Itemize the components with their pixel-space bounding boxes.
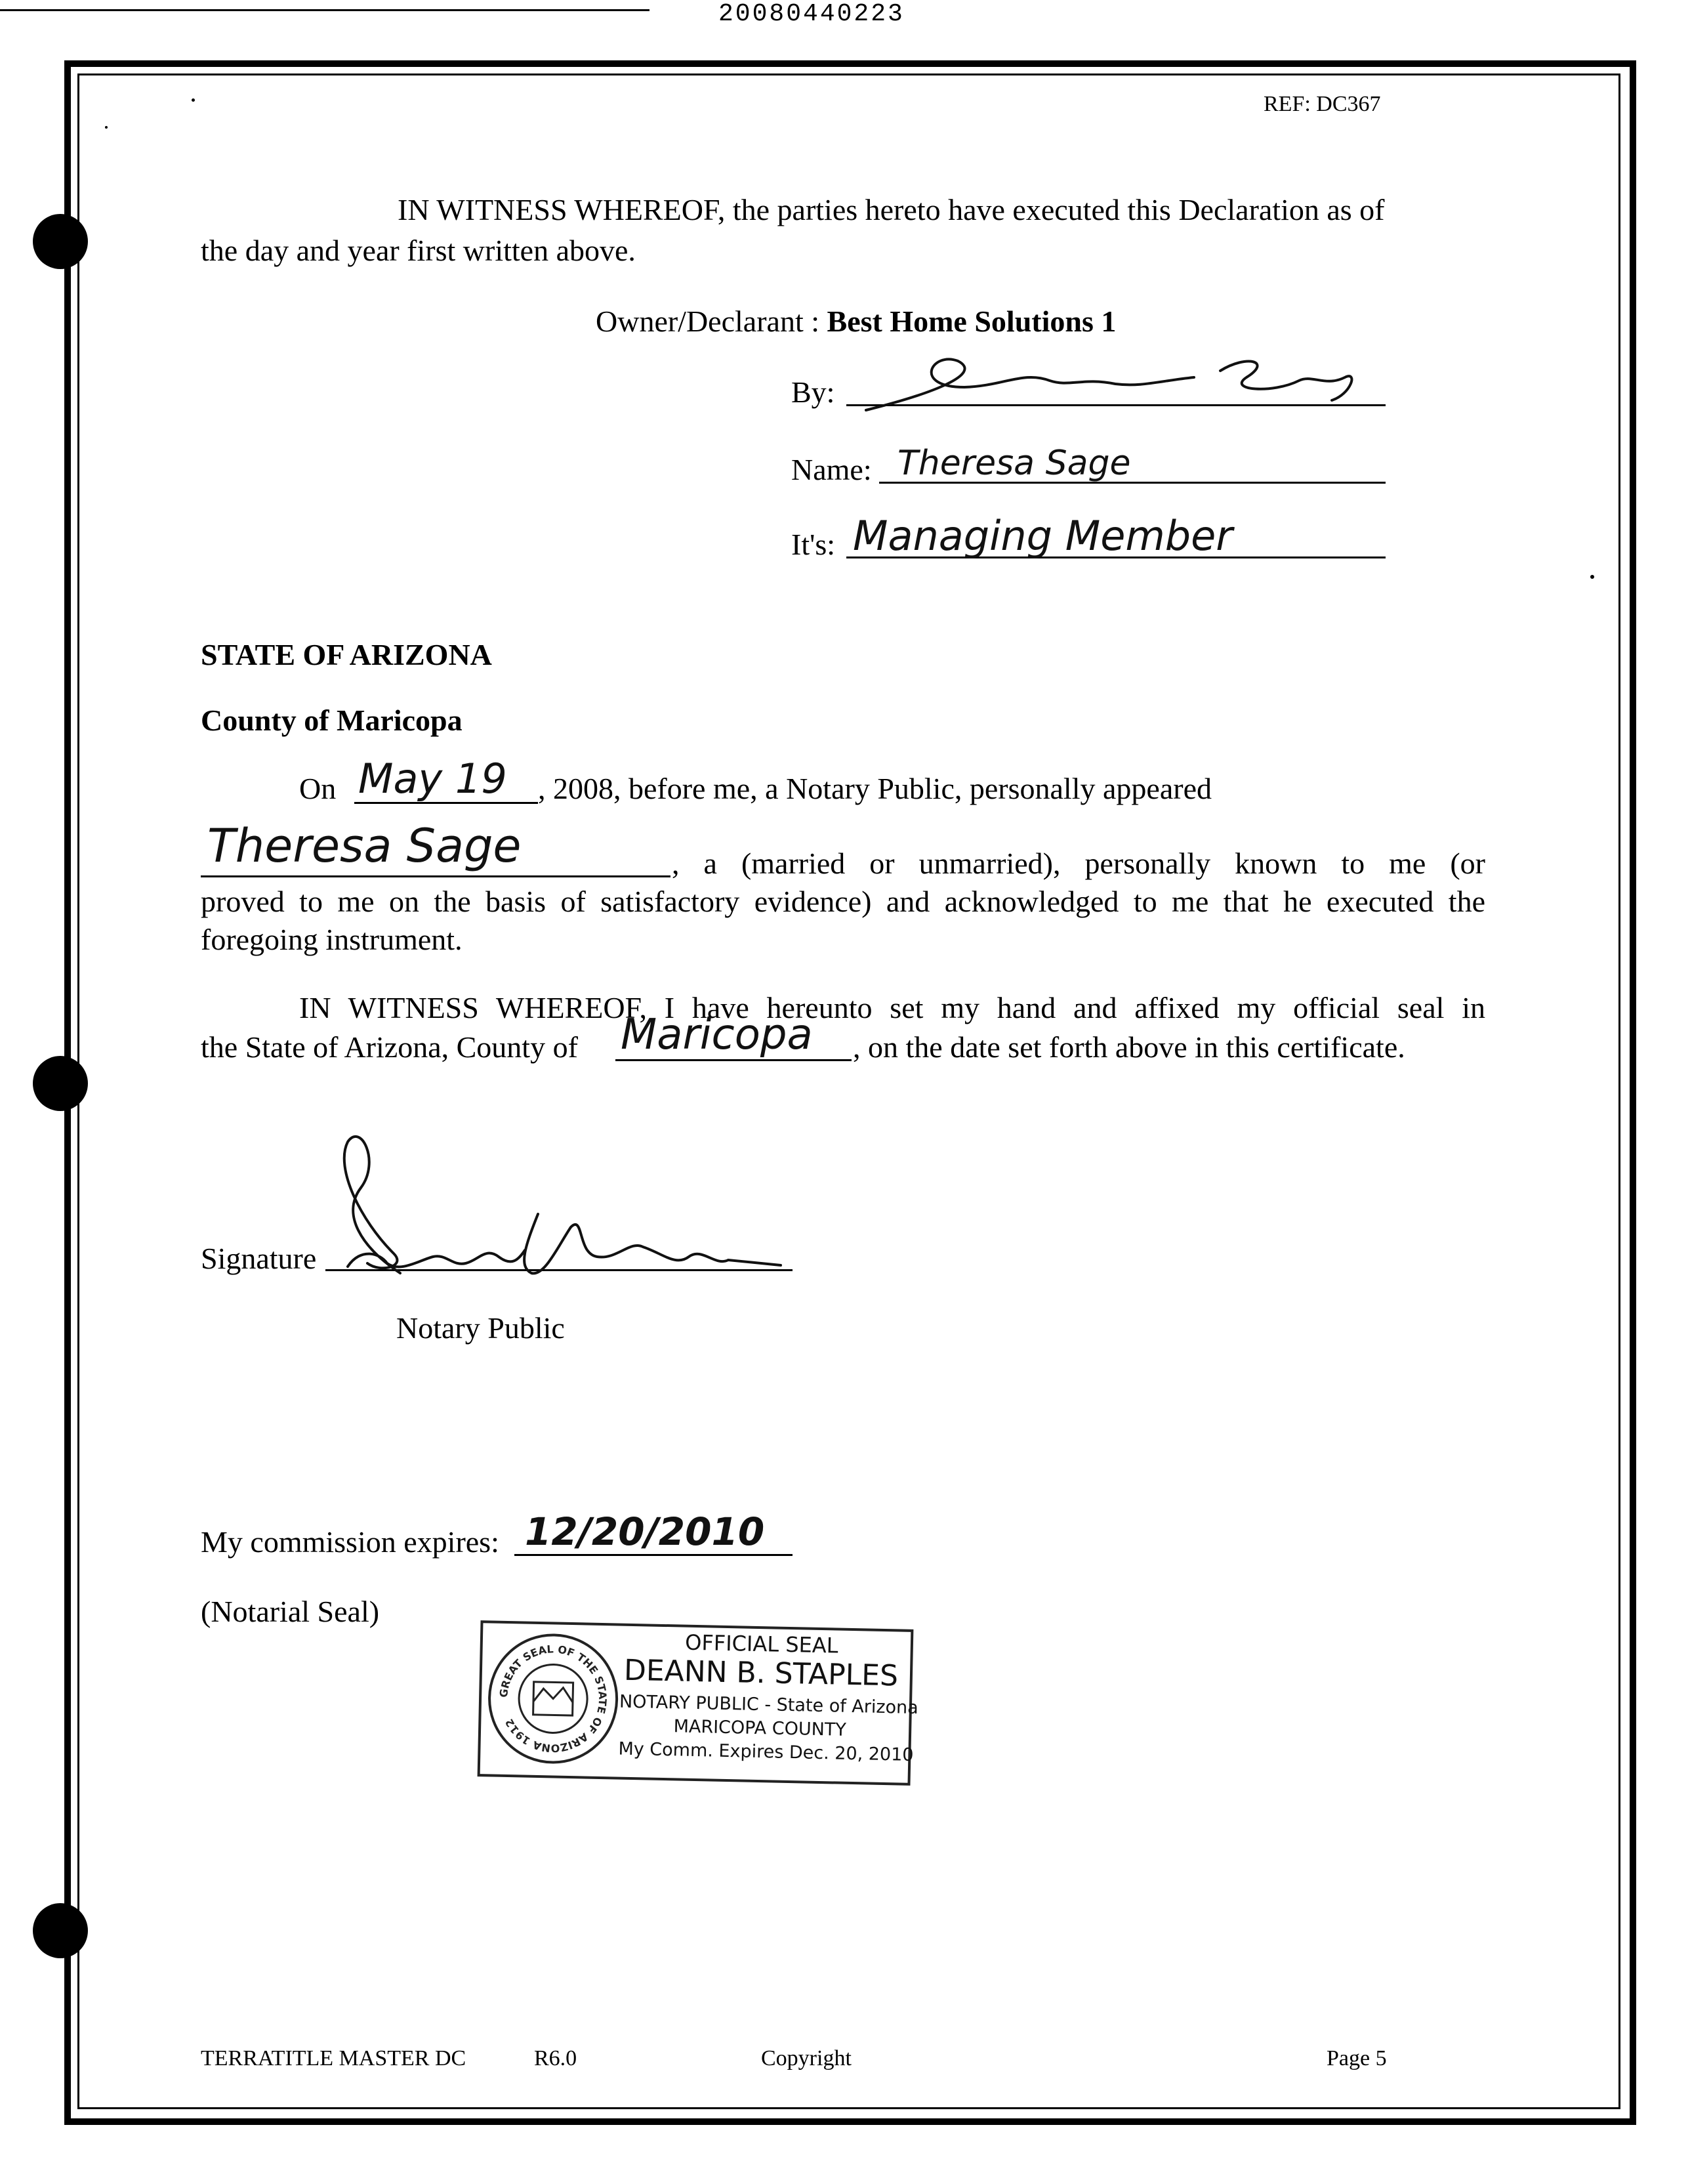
county-heading: County of Maricopa [201,704,463,737]
official-seal-stamp [478,1620,919,1786]
county-handwritten: Maricopa [621,1011,813,1059]
notary-signature [321,1116,807,1299]
notary-witness-line2b: , on the date set forth above in this certificate. [853,1030,1405,1064]
speck [192,98,195,102]
owner-declarant-label [596,303,1116,339]
speck [105,126,108,129]
notary-witness-line2a: the State of Arizona, County of [201,1030,578,1064]
commission-label: My commission expires: [201,1525,499,1559]
appeared-rest: , a (married or unmarried), personally known to me (or [672,847,1485,880]
owner-label: Owner/Declarant : [596,304,820,338]
signature-label: Signature [201,1242,317,1275]
date-rest: , 2008, before me, a Notary Public, personally appeared [538,772,1212,805]
binder-hole-bottom [33,1903,88,1958]
its-handwritten: Managing Member [853,512,1233,560]
top-rule [0,9,649,11]
commission-line [514,1554,793,1556]
stamp-line1: OFFICIAL SEAL [684,1629,838,1658]
footer-form-name: TERRATITLE MASTER DC [201,2046,466,2070]
footer-version: R6.0 [534,2046,577,2070]
notarial-seal-label: (Notarial Seal) [201,1595,380,1628]
by-label: By: [791,375,835,409]
appeared-name-handwritten: Theresa Sage [207,819,522,873]
notary-line2: proved to me on the basis of satisfactory evidence) and acknowledged to me that he executed the [201,885,1485,918]
name-label: Name: [791,453,872,486]
commission-handwritten: 12/20/2010 [525,1509,765,1554]
witness-clause-line2: the day and year first written above. [201,234,636,267]
date-handwritten: May 19 [358,755,507,803]
state-heading: STATE OF ARIZONA [201,638,492,671]
footer-page-number: Page 5 [1327,2046,1387,2070]
binder-hole-top [33,214,88,269]
arizona-seal-graphic [489,1635,617,1762]
stamp-line4: MARICOPA COUNTY [673,1716,847,1740]
witness-clause-line1: IN WITNESS WHEREOF, the parties hereto have executed this Declaration as of [398,193,1385,226]
notary-line3: foregoing instrument. [201,923,463,956]
speck [1590,575,1594,579]
document-number: 20080440223 [718,0,905,28]
its-label: It's: [791,528,836,561]
binder-hole-middle [33,1056,88,1111]
seal-emblem-text: GREAT SEAL OF THE STATE OF ARIZONA 1912 [497,1643,609,1755]
stamp-line2: DEANN B. STAPLES [623,1653,899,1693]
reference-code: REF: DC367 [1264,92,1381,116]
name-handwritten: Theresa Sage [897,444,1131,483]
owner-name: Best Home Solutions 1 [827,304,1117,338]
footer-copyright: Copyright [761,2046,852,2070]
owner-signature [853,348,1391,420]
notary-witness-line1: IN WITNESS WHEREOF, I have hereunto set my hand and affixed my official seal in [299,991,1485,1024]
stamp-line5: My Comm. Expires Dec. 20, 2010 [618,1738,914,1765]
on-label: On [299,772,337,805]
notary-public-label: Notary Public [396,1311,565,1345]
appeared-name-line [201,875,670,877]
stamp-line3: NOTARY PUBLIC - State of Arizona [619,1691,919,1719]
arizona-seal-emblem [487,1632,619,1765]
county-line [615,1059,852,1061]
